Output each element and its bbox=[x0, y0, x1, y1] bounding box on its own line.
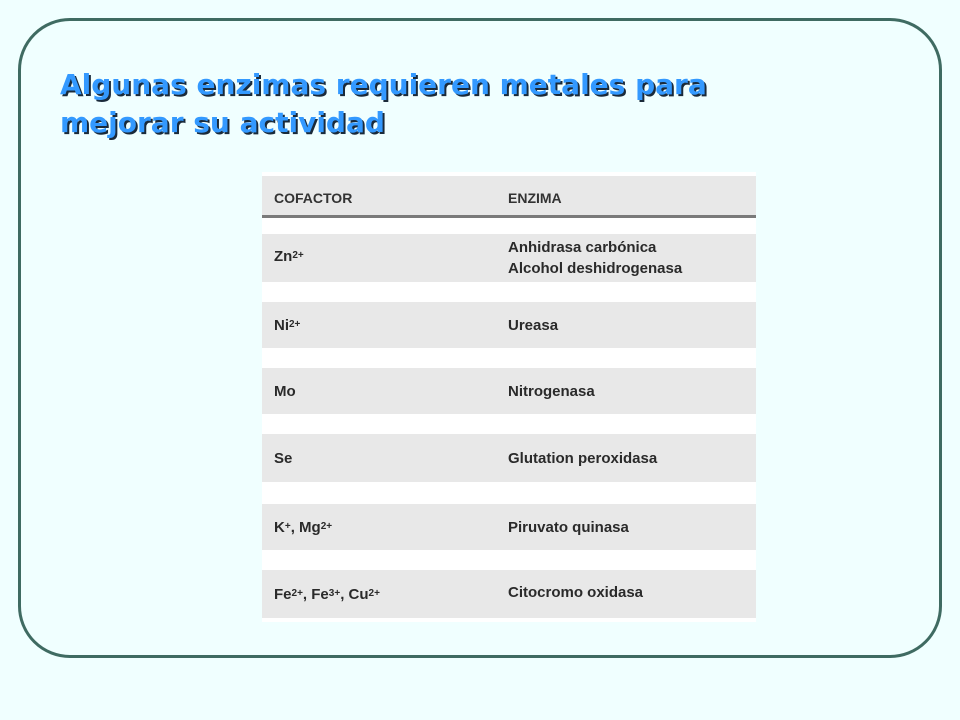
cofactor-symbol: Mg bbox=[299, 519, 321, 536]
cofactor-symbol: K bbox=[274, 519, 285, 536]
cofactor-symbol: Fe bbox=[274, 586, 292, 603]
table-row bbox=[262, 570, 756, 618]
table-row bbox=[262, 368, 756, 414]
table-row bbox=[262, 302, 756, 348]
enzima-name: Nitrogenasa bbox=[508, 383, 595, 400]
cofactor-cell bbox=[274, 450, 292, 467]
cofactor-symbol: Zn bbox=[274, 248, 293, 265]
table-row bbox=[262, 234, 756, 282]
cofactor-charge: 2+ bbox=[291, 588, 303, 599]
cofactor-cell bbox=[274, 586, 380, 603]
cofactor-table bbox=[262, 172, 756, 622]
cofactor-cell bbox=[274, 383, 296, 400]
cofactor-symbol: Fe bbox=[311, 586, 329, 603]
slide-title-line-1: Algunas enzimas requieren metales para bbox=[60, 68, 707, 101]
slide-title bbox=[60, 66, 880, 142]
enzima-name: Anhidrasa carbónica bbox=[508, 239, 657, 256]
cofactor-separator: , bbox=[340, 586, 349, 603]
slide-title-line-2: mejorar su actividad bbox=[60, 106, 385, 139]
cofactor-charge: 3+ bbox=[328, 588, 341, 599]
cofactor-charge: 2+ bbox=[320, 521, 333, 532]
cofactor-charge: + bbox=[284, 521, 291, 532]
enzima-name: Piruvato quinasa bbox=[508, 519, 629, 536]
enzima-name: Ureasa bbox=[508, 317, 559, 334]
cofactor-symbol: Ni bbox=[274, 317, 289, 334]
enzima-name: Glutation peroxidasa bbox=[508, 450, 658, 467]
enzima-name: Citocromo oxidasa bbox=[508, 584, 644, 601]
cofactor-cell bbox=[274, 519, 332, 536]
cofactor-charge: 2+ bbox=[289, 319, 301, 330]
cofactor-cell bbox=[274, 317, 300, 334]
header-enzima: ENZIMA bbox=[508, 190, 562, 206]
table-row bbox=[262, 434, 756, 482]
cofactor-symbol: Cu bbox=[348, 586, 369, 603]
cofactor-symbol: Mo bbox=[274, 383, 296, 400]
table-row bbox=[262, 504, 756, 550]
enzima-name: Alcohol deshidrogenasa bbox=[508, 260, 683, 277]
table-header bbox=[262, 176, 756, 218]
cofactor-separator: , bbox=[302, 586, 312, 603]
cofactor-charge: 2+ bbox=[368, 588, 380, 599]
cofactor-separator: , bbox=[290, 519, 300, 536]
cofactor-cell bbox=[274, 248, 304, 265]
enzima-cell bbox=[508, 237, 682, 279]
header-cofactor: COFACTOR bbox=[274, 190, 353, 206]
cofactor-symbol: Se bbox=[274, 450, 293, 467]
cofactor-charge: 2+ bbox=[292, 250, 304, 261]
